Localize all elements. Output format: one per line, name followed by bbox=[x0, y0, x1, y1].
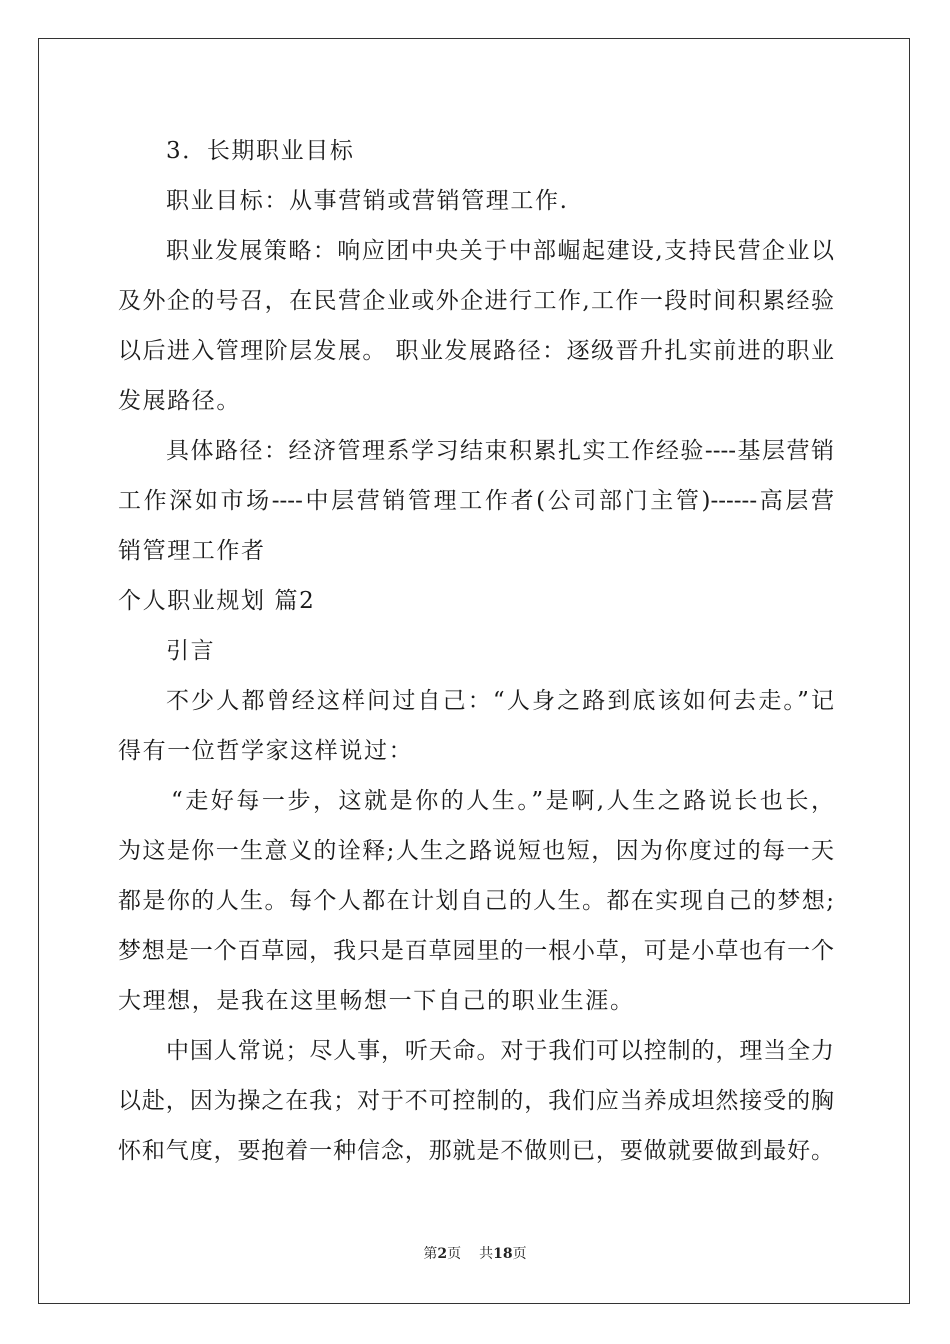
paragraph-line: 销管理工作者 bbox=[118, 538, 266, 564]
paragraph-line: 梦想是一个百草园，我只是百草园里的一根小草，可是小草也有一个 bbox=[118, 938, 834, 964]
paragraph-line: 工作深如市场----中层营销管理工作者(公司部门主管)------高层营 bbox=[118, 488, 834, 514]
paragraph-line: 都是你的人生。每个人都在计划自己的人生。都在实现自己的梦想; bbox=[118, 888, 834, 914]
section-heading-long-term-goal: 3．长期职业目标 bbox=[166, 138, 355, 164]
document-body bbox=[118, 126, 834, 1176]
paragraph-line: 不少人都曾经这样问过自己：“人身之路到底该如何去走。”记 bbox=[166, 688, 834, 714]
total-pages-number: 18 bbox=[493, 1246, 513, 1262]
paragraph-line: 为这是你一生意义的诠释;人生之路说短也短，因为你度过的每一天 bbox=[118, 838, 834, 864]
paragraph-line: 以后进入管理阶层发展。 职业发展路径：逐级晋升扎实前进的职业 bbox=[118, 338, 834, 364]
paragraph-line: 职业发展策略：响应团中央关于中部崛起建设,支持民营企业以 bbox=[166, 238, 834, 264]
current-page-number: 2 bbox=[437, 1246, 448, 1262]
paragraph-line: 中国人常说；尽人事，听天命。对于我们可以控制的，理当全力 bbox=[166, 1038, 834, 1064]
paragraph-line: 具体路径：经济管理系学习结束积累扎实工作经验----基层营销 bbox=[166, 438, 834, 464]
paragraph-line: 及外企的号召，在民营企业或外企进行工作,工作一段时间积累经验 bbox=[118, 288, 834, 314]
paragraph-line: 职业目标：从事营销或营销管理工作. bbox=[166, 188, 569, 214]
page-footer bbox=[0, 1243, 950, 1263]
paragraph-line: 以赴，因为操之在我；对于不可控制的，我们应当养成坦然接受的胸 bbox=[118, 1088, 834, 1114]
paragraph-line: “走好每一步，这就是你的人生。”是啊,人生之路说长也长， bbox=[171, 788, 834, 814]
page-prefix: 第 bbox=[423, 1246, 438, 1262]
paragraph-line: 大理想，是我在这里畅想一下自己的职业生涯。 bbox=[118, 988, 635, 1014]
subheading-introduction: 引言 bbox=[166, 638, 216, 664]
paragraph-line: 怀和气度，要抱着一种信念，那就是不做则已，要做就要做到最好。 bbox=[118, 1138, 834, 1164]
paragraph-line: 发展路径。 bbox=[118, 388, 241, 414]
paragraph-line: 得有一位哲学家这样说过： bbox=[118, 738, 414, 764]
total-unit: 页 bbox=[512, 1246, 527, 1262]
page-unit: 页 bbox=[447, 1246, 462, 1262]
section-title-plan-2: 个人职业规划 篇2 bbox=[118, 588, 316, 614]
total-prefix: 共 bbox=[479, 1246, 494, 1262]
